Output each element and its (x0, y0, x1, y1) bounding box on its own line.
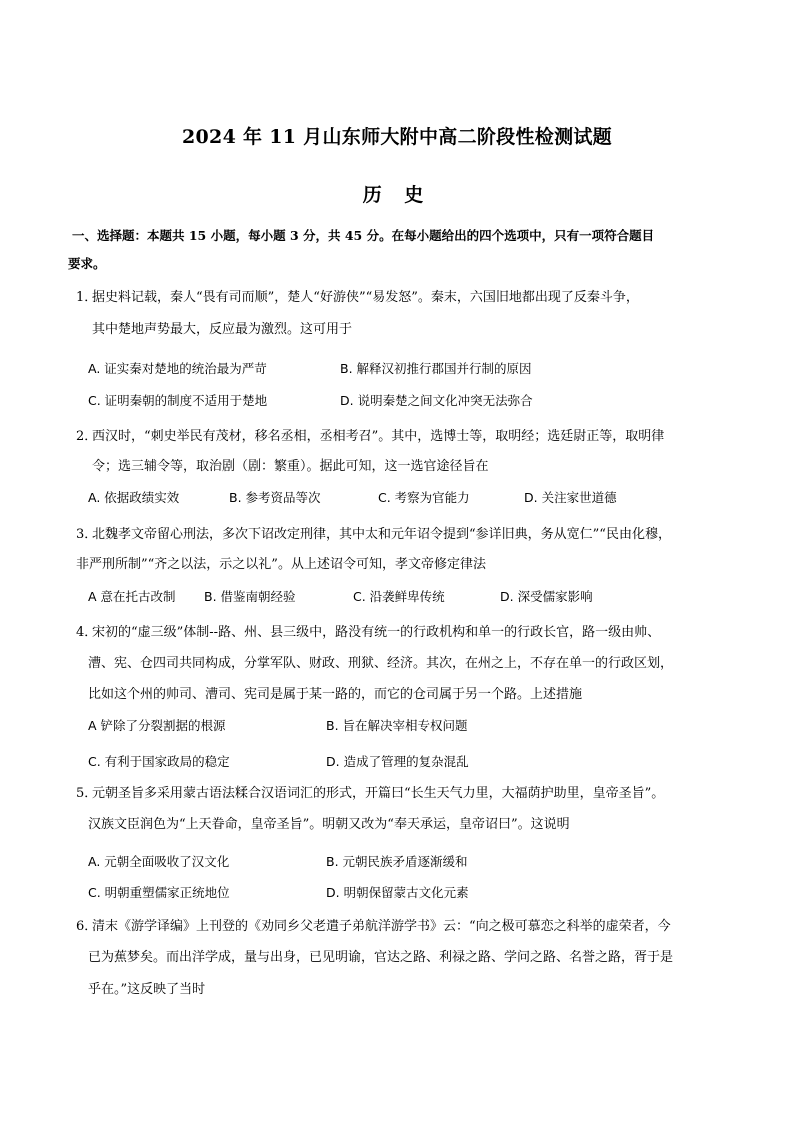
option-a[interactable]: A. 依据政绩实效 (88, 490, 180, 505)
question-text-line: 已为蕉梦矣。而出洋学成，量与出身，已见明谕，官达之路、利禄之路、学问之路、名誉之路，胥于是 (88, 950, 674, 965)
option-a[interactable]: A 铲除了分裂割据的根源 (88, 718, 226, 733)
question-text-line: 宋初的“虚三级”体制--路、州、县三级中，路没有统一的行政机构和单一的行政长官，路一级由帅、 (92, 625, 661, 640)
question-text-line: 非严刑所制”“齐之以法，示之以礼”。从上述诏令可知，孝文帝修定律法 (76, 557, 486, 572)
question-number: 3． (76, 527, 98, 542)
question-text-line: 乎在。”这反映了当时 (88, 982, 206, 997)
option-c[interactable]: C. 沿袭鲜卑传统 (353, 589, 445, 604)
question-text-line: 令；选三辅令等，取治剧（剧：繁重）。据此可知，这一选官途径旨在 (92, 459, 489, 474)
option-b[interactable]: B. 解释汉初推行郡国并行制的原因 (340, 361, 532, 376)
section-instructions-line2: 要求。 (68, 256, 106, 271)
option-c[interactable]: C. 有利于国家政局的稳定 (88, 754, 230, 769)
option-c[interactable]: C. 考察为官能力 (378, 490, 470, 505)
option-d[interactable]: D. 关注家世道德 (524, 490, 617, 505)
option-c[interactable]: C. 证明秦朝的制度不适用于楚地 (88, 393, 268, 408)
option-b[interactable]: B. 元朝民族矛盾逐渐缓和 (326, 854, 468, 869)
page-title: 2024 年 11 月山东师大附中高二阶段性检测试题 (182, 126, 612, 148)
question-text-line: 据史料记载，秦人“畏有司而顺”，楚人“好游侠”“易发怒”。秦末，六国旧地都出现了反秦斗争， (92, 290, 639, 305)
question-text-line: 清末《游学译编》上刊登的《劝同乡父老遣子弟航洋游学书》云：“向之极可慕恋之科举的虚荣者，今 (92, 919, 671, 934)
question-number: 1． (76, 290, 98, 305)
question-text-line: 汉族文臣润色为“上天眷命，皇帝圣旨”。明朝又改为“奉天承运，皇帝诏曰”。这说明 (88, 817, 570, 832)
option-d[interactable]: D. 说明秦楚之间文化冲突无法弥合 (340, 393, 533, 408)
option-a[interactable]: A. 证实秦对楚地的统治最为严苛 (88, 361, 267, 376)
section-instructions (68, 222, 732, 278)
option-d[interactable]: D. 明朝保留蒙古文化元素 (326, 885, 469, 900)
question-text-line: 比如这个州的帅司、漕司、宪司是属于某一路的，而它的仓司属于另一个路。上述措施 (88, 687, 583, 702)
option-c[interactable]: C. 明朝重塑儒家正统地位 (88, 885, 230, 900)
question-number: 5． (76, 786, 98, 801)
option-b[interactable]: B. 参考资品等次 (229, 490, 321, 505)
question-number: 6． (76, 919, 98, 934)
option-d[interactable]: D. 造成了管理的复杂混乱 (326, 754, 469, 769)
option-b[interactable]: B. 借鉴南朝经验 (204, 589, 296, 604)
question-text-line: 西汉时，“刺史举民有茂材，移名丞相，丞相考召”。其中，选博士等，取明经；选廷尉正等，取明律 (92, 429, 665, 444)
question-text-line: 漕、宪、仓四司共同构成，分掌军队、财政、刑狱、经济。其次，在州之上，不存在单一的行政区划， (88, 656, 674, 671)
question-number: 4． (76, 625, 98, 640)
question-text-line: 其中楚地声势最大，反应最为激烈。这可用于 (92, 322, 353, 337)
question-number: 2． (76, 429, 98, 444)
option-a[interactable]: A 意在托古改制 (88, 589, 176, 604)
question-text-line: 北魏孝文帝留心刑法，多次下诏改定刑律，其中太和元年诏令提到“参详旧典，务从宽仁”“民由化穆， (92, 527, 671, 542)
option-b[interactable]: B. 旨在解决宰相专权问题 (326, 718, 468, 733)
option-a[interactable]: A. 元朝全面吸收了汉文化 (88, 854, 230, 869)
subject-title: 历 史 (362, 184, 432, 206)
option-d[interactable]: D. 深受儒家影响 (500, 589, 593, 604)
question-text-line: 元朝圣旨多采用蒙古语法糅合汉语词汇的形式，开篇曰“长生天气力里，大福荫护助里，皇帝圣旨”。 (92, 786, 665, 801)
section-instructions-line1: 一、选择题：本题共 15 小题，每小题 3 分，共 45 分。在每小题给出的四个选项中，只有一项符合题目 (72, 228, 655, 243)
